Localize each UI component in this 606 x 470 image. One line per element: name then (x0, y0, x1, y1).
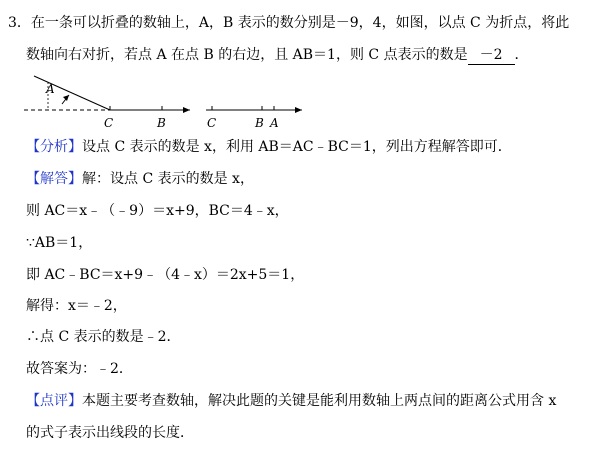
answer-blank: －2 (468, 46, 515, 65)
right-arrow-head (295, 107, 302, 113)
solution-step-3: 即 AC﹣BC＝x+9﹣（4﹣x）＝2x+5＝1， (26, 267, 305, 283)
solution-step-2: ∵AB＝1， (26, 235, 93, 251)
analysis-tag: 【分析】 (26, 139, 82, 155)
comment-line-1 (26, 392, 556, 410)
solution-tag: 【解答】 (26, 171, 82, 187)
label-a-left: A (46, 82, 55, 96)
question-number: 3． (8, 15, 31, 31)
solution-step-5: ∴点 C 表示的数是﹣2． (26, 329, 181, 345)
solution-intro-line (26, 170, 254, 188)
label-b-right: B (255, 116, 264, 130)
question-text-2: 数轴向右对折，若点 A 在点 B 的右边，且 AB＝1，则 C 点表示的数是 (26, 47, 468, 63)
label-c-right: C (207, 116, 217, 130)
solution-intro: 解：设点 C 表示的数是 x， (82, 171, 254, 187)
fold-arrow-head (63, 95, 69, 101)
left-arrow-head (183, 107, 190, 113)
question-text-1: 在一条可以折叠的数轴上，A，B 表示的数分别是－9，4，如图，以点 C 为折点，将此 (30, 15, 570, 31)
analysis-text: 设点 C 表示的数是 x，利用 AB＝AC﹣BC＝1，列出方程解答即可． (82, 139, 512, 155)
label-c-left: C (104, 116, 114, 130)
label-a-right: A (270, 116, 279, 130)
solution-step-4: 解得：x＝﹣2， (26, 298, 127, 314)
analysis-line (26, 138, 512, 156)
comment-line-2: 的式子表示出线段的长度． (26, 425, 194, 441)
solution-step-6: 故答案为：﹣2． (26, 361, 133, 377)
comment-tag: 【点评】 (26, 393, 82, 409)
comment-text-1: 本题主要考查数轴，解决此题的关键是能利用数轴上两点间的距离公式用含 x (82, 393, 557, 409)
question-text-2-end: ． (514, 47, 529, 63)
solution-step-1: 则 AC＝x﹣（﹣9）＝x+9，BC＝4﹣x， (26, 203, 289, 219)
label-b-left: B (157, 116, 166, 130)
